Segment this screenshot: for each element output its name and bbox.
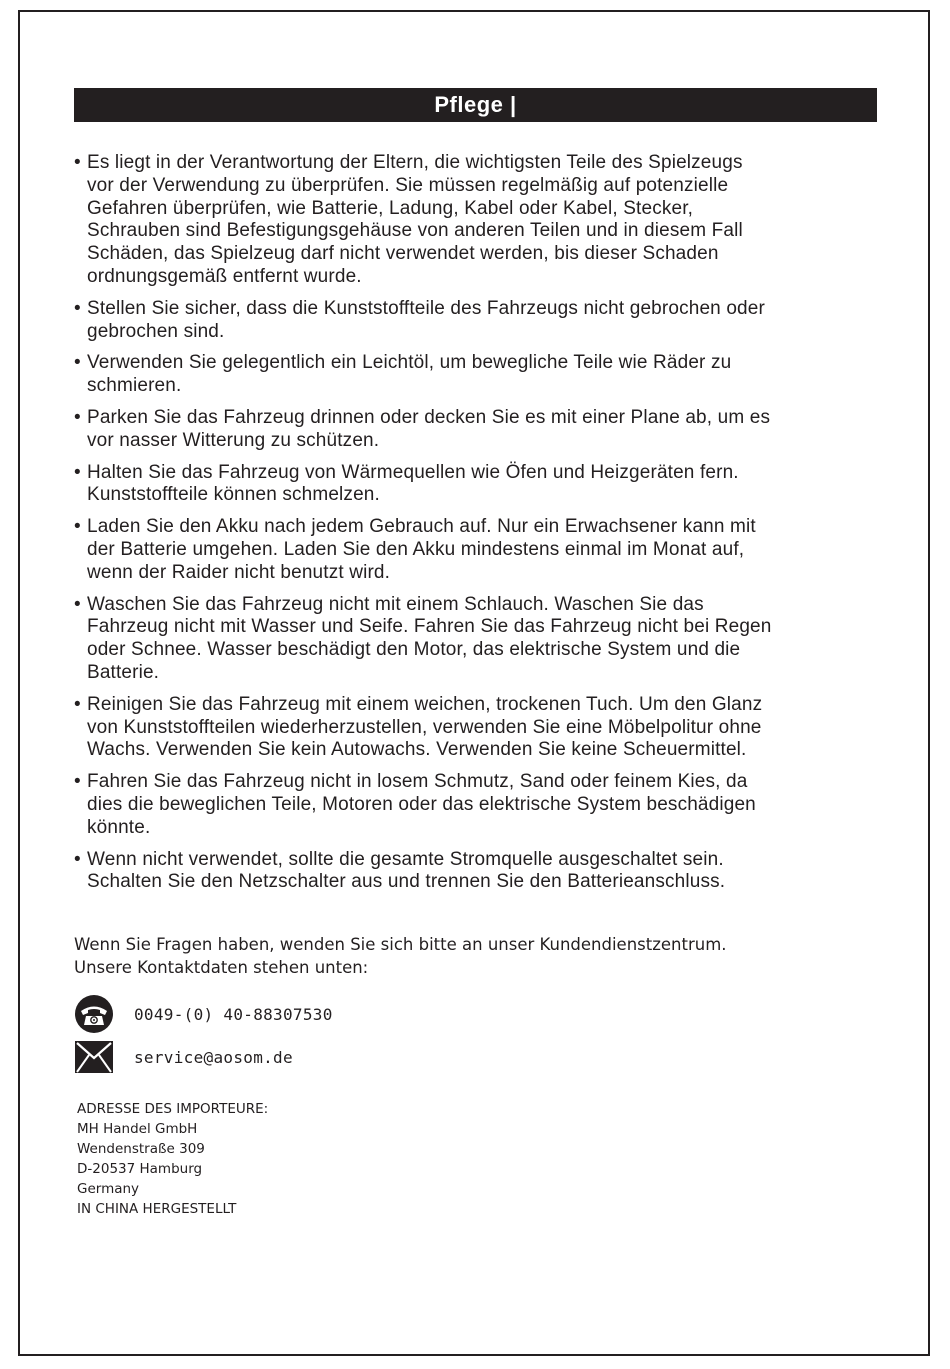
list-item xyxy=(74,694,874,762)
envelope-icon xyxy=(74,1037,114,1077)
phone-contact xyxy=(74,994,333,1034)
email-address[interactable]: service@aosom.de xyxy=(134,1047,293,1067)
list-item xyxy=(74,594,874,685)
list-item xyxy=(74,152,874,289)
list-item-text: Wenn nicht verwendet, sollte die gesamte Stromquelle ausgeschaltet sein. Schalten Sie den Netzschalter aus und trennen Sie den Batterieanschluss. xyxy=(87,848,726,893)
bullet-mark: • xyxy=(74,516,81,538)
contact-intro: Wenn Sie Fragen haben, wenden Sie sich bitte an unser Kundendienstzentrum. Unsere Kontaktdaten stehen unten: xyxy=(74,935,727,977)
list-item xyxy=(74,771,874,839)
bullet-mark: • xyxy=(74,593,81,615)
made-in-note: IN CHINA HERGESTELLT xyxy=(77,1201,237,1217)
bullet-mark: • xyxy=(74,406,81,428)
list-item xyxy=(74,298,874,344)
address-country: Germany xyxy=(77,1181,140,1197)
list-item-text: Verwenden Sie gelegentlich ein Leichtöl, um bewegliche Teile wie Räder zu schmieren. xyxy=(87,352,732,397)
email-contact xyxy=(74,1037,293,1077)
contact-section xyxy=(74,933,874,979)
list-item xyxy=(74,352,874,398)
address-street: Wendenstraße 309 xyxy=(77,1141,205,1157)
bullet-mark: • xyxy=(74,848,81,870)
address-heading: ADRESSE DES IMPORTEURE: xyxy=(77,1101,269,1117)
list-item-text: Halten Sie das Fahrzeug von Wärmequellen wie Öfen und Heizgeräten fern. Kunststoffteile können schmelzen. xyxy=(87,461,739,506)
list-item xyxy=(74,407,874,453)
section-title-bar xyxy=(74,88,877,122)
list-item-text: Reinigen Sie das Fahrzeug mit einem weichen, trockenen Tuch. Um den Glanz von Kunststoffteilen wiederherzustellen, verwenden Sie eine Möbelpolitur ohne Wachs. Verwenden Sie kein Autowachs. Verwenden Sie keine Scheuermittel. xyxy=(87,693,763,761)
list-item xyxy=(74,516,874,584)
bullet-mark: • xyxy=(74,693,81,715)
list-item-text: Laden Sie den Akku nach jedem Gebrauch auf. Nur ein Erwachsener kann mit der Batterie umgehen. Laden Sie den Akku mindestens einmal im Monat auf, wenn der Raider nicht benutzt wird. xyxy=(87,516,756,583)
bullet-mark: • xyxy=(74,152,81,173)
bullet-mark: • xyxy=(74,771,81,793)
list-item-text: Parken Sie das Fahrzeug drinnen oder decken Sie es mit einer Plane ab, um es vor nasser Witterung zu schützen. xyxy=(87,406,771,451)
bullet-mark: • xyxy=(74,352,81,374)
list-item xyxy=(74,462,874,508)
bullet-mark: • xyxy=(74,297,81,319)
list-item-text: Fahren Sie das Fahrzeug nicht in losem Schmutz, Sand oder feinem Kies, da dies die beweglichen Teile, Motoren oder das elektrische System beschädigen könnte. xyxy=(87,771,756,838)
list-item-text: Es liegt in der Verantwortung der Eltern, die wichtigsten Teile des Spielzeugs vor der Verwendung zu überprüfen. Sie müssen regelmäßig auf potenzielle Gefahren überprüfen, wie Batterie, Ladung, Kabel oder Kabel, Stecker, Schrauben sind Befestigungsgehäuse von anderen Teilen und in diesem Fall Schäden, das Spielzeug darf nicht verwendet werden, bis dieser Schaden ordnungsgemäß entfernt wurde. xyxy=(87,152,743,287)
address-city: D-20537 Hamburg xyxy=(77,1161,203,1177)
telephone-icon xyxy=(74,994,114,1034)
section-title: Pflege | xyxy=(434,92,517,117)
care-instructions-list xyxy=(74,152,874,903)
list-item-text: Waschen Sie das Fahrzeug nicht mit einem Schlauch. Waschen Sie das Fahrzeug nicht mit Wasser und Seife. Fahren Sie das Fahrzeug nicht bei Regen oder Schnee. Wasser beschädigt den Motor, das elektrische System und die Batterie. xyxy=(87,593,772,683)
importer-address xyxy=(77,1099,268,1219)
address-company: MH Handel GmbH xyxy=(77,1121,198,1137)
list-item-text: Stellen Sie sicher, dass die Kunststoffteile des Fahrzeugs nicht gebrochen oder gebrochen sind. xyxy=(87,297,765,342)
list-item xyxy=(74,849,874,895)
phone-number[interactable]: 0049-(0) 40-88307530 xyxy=(134,1004,333,1024)
bullet-mark: • xyxy=(74,461,81,483)
